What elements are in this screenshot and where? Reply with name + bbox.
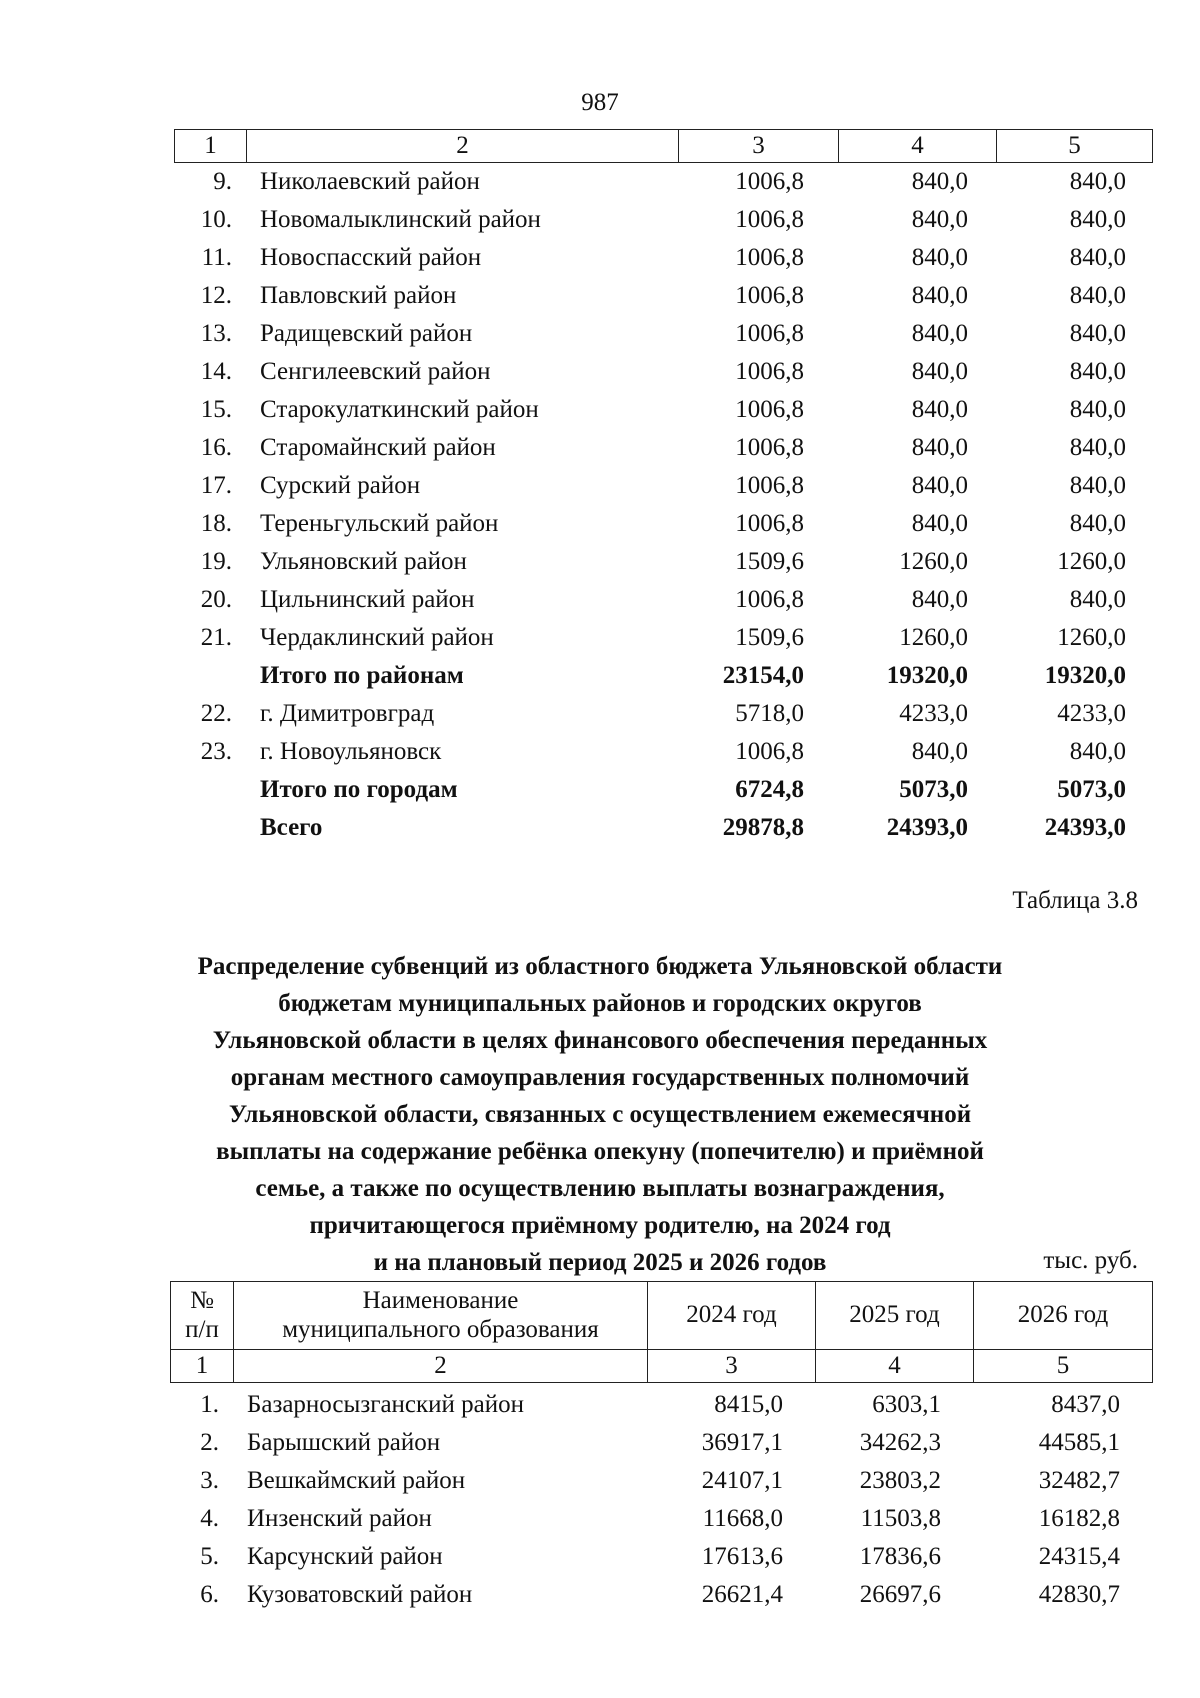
table1-row-value-col5: 840,0 [1069, 738, 1126, 765]
title-line: причитающегося приёмному родителю, на 2024 год [309, 1212, 891, 1239]
table2-body [170, 1386, 1152, 1614]
table1-row [174, 391, 1152, 429]
title-line: выплаты на содержание ребёнка опекуну (попечителю) и приёмной [216, 1138, 984, 1165]
table2-row-value-col4: 23803,2 [859, 1467, 941, 1494]
table-label: Таблица 3.8 [1012, 887, 1138, 914]
table2-row-value-col4: 6303,1 [872, 1391, 941, 1418]
table1-row-value-col5: 1260,0 [1057, 548, 1126, 575]
table1-row-number: 13. [200, 320, 232, 347]
table2-header-2025: 2025 год [816, 1282, 974, 1350]
table1-row [174, 771, 1152, 809]
table1-row-name: Сенгилеевский район [260, 358, 491, 385]
table1-row [174, 733, 1152, 771]
table1-row-name: Итого по городам [260, 776, 458, 803]
table1-row-name: Старокулаткинский район [260, 396, 539, 423]
table2-colnum-5: 5 [974, 1350, 1153, 1383]
table1-row-value-col3: 6724,8 [735, 776, 804, 803]
table1-row [174, 163, 1152, 201]
table1-row [174, 809, 1152, 847]
table1-row-value-col5: 24393,0 [1044, 814, 1126, 841]
table1-row-value-col4: 840,0 [911, 510, 968, 537]
table1-row-number: 19. [200, 548, 232, 575]
table2-row-value-col3: 11668,0 [702, 1505, 783, 1532]
table2-row-value-col4: 17836,6 [859, 1543, 941, 1570]
table1-row-number: 23. [200, 738, 232, 765]
table2-row [170, 1576, 1152, 1614]
table2-row-value-col5: 16182,8 [1038, 1505, 1120, 1532]
table2-row-value-col3: 24107,1 [701, 1467, 783, 1494]
table1-row-value-col3: 1006,8 [735, 396, 804, 423]
table1-row [174, 467, 1152, 505]
table1-header-col3: 3 [679, 130, 839, 163]
table1-row-value-col4: 1260,0 [899, 548, 968, 575]
table2-row-value-col3: 36917,1 [701, 1429, 783, 1456]
title-line: Ульяновской области в целях финансового обеспечения переданных [212, 1027, 988, 1054]
table2-row [170, 1386, 1152, 1424]
table1-row-name: Павловский район [260, 282, 457, 309]
table1-row-value-col4: 19320,0 [886, 662, 968, 689]
table1-row-value-col3: 1006,8 [735, 358, 804, 385]
table1-row-value-col4: 840,0 [911, 358, 968, 385]
table1-row-value-col3: 1006,8 [735, 586, 804, 613]
table2-header-2024: 2024 год [648, 1282, 816, 1350]
table1-row-value-col4: 840,0 [911, 586, 968, 613]
table1-header-col1: 1 [175, 130, 247, 163]
table1-row-value-col5: 19320,0 [1044, 662, 1126, 689]
table2-row [170, 1538, 1152, 1576]
table1-row-number: 12. [200, 282, 232, 309]
table1-row-value-col3: 29878,8 [722, 814, 804, 841]
title-line: Ульяновской области, связанных с осуществлением ежемесячной [228, 1101, 972, 1128]
table2-row-name: Карсунский район [247, 1543, 443, 1570]
table1-row-number: 14. [200, 358, 232, 385]
table2-row-value-col4: 11503,8 [860, 1505, 941, 1532]
table1-row-value-col5: 840,0 [1069, 320, 1126, 347]
table1-row-number: 17. [200, 472, 232, 499]
table2-row-value-col3: 26621,4 [701, 1581, 783, 1608]
table1-body [174, 163, 1152, 847]
table1-row-value-col3: 1006,8 [735, 282, 804, 309]
table1-row-name: Всего [260, 814, 323, 841]
table1-header-col2: 2 [247, 130, 679, 163]
title-line: и на плановый период 2025 и 2026 годов [373, 1249, 827, 1276]
table2-row-number: 5. [200, 1543, 219, 1570]
table1-row-value-col3: 1006,8 [735, 510, 804, 537]
table1-row [174, 657, 1152, 695]
table1-header-col5: 5 [997, 130, 1153, 163]
table1-row-value-col4: 1260,0 [899, 624, 968, 651]
title-line: органам местного самоуправления государственных полномочий [230, 1064, 970, 1091]
table2-row-value-col3: 8415,0 [714, 1391, 783, 1418]
table2-row-name: Инзенский район [247, 1505, 432, 1532]
table1-row-name: Новомалыклинский район [260, 206, 541, 233]
table1-row-value-col5: 840,0 [1069, 396, 1126, 423]
table1-row-number [174, 657, 246, 695]
table1-row-value-col5: 1260,0 [1057, 624, 1126, 651]
table2-row-value-col5: 32482,7 [1038, 1467, 1120, 1494]
table1-row-value-col4: 840,0 [911, 320, 968, 347]
table1-row-value-col5: 840,0 [1069, 510, 1126, 537]
table1-row [174, 201, 1152, 239]
table1-row-number [174, 771, 246, 809]
table1-row-value-col4: 840,0 [911, 434, 968, 461]
table1-row-value-col3: 1006,8 [735, 168, 804, 195]
table1-row [174, 277, 1152, 315]
table2-colnum-2: 2 [234, 1350, 648, 1383]
table1-row-value-col4: 5073,0 [899, 776, 968, 803]
table1-row-value-col4: 840,0 [911, 738, 968, 765]
table1-row-value-col4: 4233,0 [899, 700, 968, 727]
table2-row-value-col3: 17613,6 [701, 1543, 783, 1570]
table1-row-value-col3: 23154,0 [722, 662, 804, 689]
table-title [100, 948, 1100, 1281]
table2-row [170, 1424, 1152, 1462]
table2-row-value-col5: 42830,7 [1038, 1581, 1120, 1608]
table1-row-name: Николаевский район [260, 168, 480, 195]
name-header-line1: Наименование [362, 1286, 519, 1314]
units-label: тыс. руб. [1043, 1247, 1138, 1274]
table1-row-number: 22. [200, 700, 232, 727]
table2-row-value-col5: 44585,1 [1038, 1429, 1120, 1456]
table1-row-number: 21. [200, 624, 232, 651]
table1-row-value-col5: 840,0 [1069, 434, 1126, 461]
name-header-line2: муниципального образования [282, 1315, 599, 1343]
table2-header-2026: 2026 год [974, 1282, 1153, 1350]
table2-row-name: Кузоватовский район [247, 1581, 473, 1608]
title-line: семье, а также по осуществлению выплаты вознаграждения, [255, 1175, 945, 1202]
table1-row-value-col3: 1006,8 [735, 244, 804, 271]
table1-row-number: 20. [200, 586, 232, 613]
table1-row-value-col5: 840,0 [1069, 282, 1126, 309]
table1-row-value-col4: 840,0 [911, 206, 968, 233]
number-sign-label: № [190, 1286, 214, 1314]
table2-colnum-3: 3 [648, 1350, 816, 1383]
table2-row-value-col5: 24315,4 [1038, 1543, 1120, 1570]
table2-row-number: 3. [200, 1467, 219, 1494]
table2-row-number: 2. [200, 1429, 219, 1456]
table1-row-number: 18. [200, 510, 232, 537]
table1-row-value-col3: 1509,6 [735, 624, 804, 651]
table2-row-value-col4: 34262,3 [859, 1429, 941, 1456]
table1-row-value-col4: 840,0 [911, 472, 968, 499]
table1-row-value-col4: 840,0 [911, 168, 968, 195]
table2-row [170, 1500, 1152, 1538]
table2-header-number [171, 1282, 234, 1350]
table1-row [174, 353, 1152, 391]
table1-row-number: 9. [213, 168, 232, 195]
table1-row-value-col4: 24393,0 [886, 814, 968, 841]
table1-row-value-col4: 840,0 [911, 244, 968, 271]
table1-header [174, 129, 1153, 163]
table1-row-number: 16. [200, 434, 232, 461]
table2-row-number: 1. [200, 1391, 219, 1418]
table1-row-name: Новоспасский район [260, 244, 482, 271]
page-number: 987 [581, 89, 619, 116]
table2-colnum-4: 4 [816, 1350, 974, 1383]
pp-label: п/п [185, 1315, 219, 1343]
table1-row [174, 619, 1152, 657]
table1-row [174, 239, 1152, 277]
table2-colnum-1: 1 [171, 1350, 234, 1383]
table1-row-number: 11. [201, 244, 232, 271]
table2-row-name: Базарносызганский район [247, 1391, 525, 1418]
table1-row-value-col4: 840,0 [911, 282, 968, 309]
table1-row-value-col5: 4233,0 [1057, 700, 1126, 727]
table2-row-number: 4. [200, 1505, 219, 1532]
table1-row-value-col5: 840,0 [1069, 168, 1126, 195]
table1-row-number: 10. [200, 206, 232, 233]
table1-row-value-col3: 1006,8 [735, 472, 804, 499]
table1-row-number [174, 809, 246, 847]
table1-row-value-col3: 1006,8 [735, 320, 804, 347]
table1-row-name: Радищевский район [260, 320, 473, 347]
table1-row [174, 581, 1152, 619]
table1-row-value-col4: 840,0 [911, 396, 968, 423]
table1-header-col4: 4 [839, 130, 997, 163]
table1-row-name: Тереньгульский район [260, 510, 499, 537]
table2-header-name [234, 1282, 648, 1350]
table1-row-value-col5: 5073,0 [1057, 776, 1126, 803]
title-line: Распределение субвенций из областного бюджета Ульяновской области [197, 953, 1003, 980]
table1-row-value-col5: 840,0 [1069, 472, 1126, 499]
table1-row-number: 15. [200, 396, 232, 423]
table1-row [174, 695, 1152, 733]
table1-row-value-col5: 840,0 [1069, 206, 1126, 233]
table1-row-value-col5: 840,0 [1069, 358, 1126, 385]
table1-row-name: Итого по районам [260, 662, 464, 689]
table1-row-value-col3: 1006,8 [735, 434, 804, 461]
table2-row-value-col4: 26697,6 [859, 1581, 941, 1608]
table2-row [170, 1462, 1152, 1500]
table1-row-value-col3: 1006,8 [735, 206, 804, 233]
table2-row-number: 6. [200, 1581, 219, 1608]
table2-row-value-col5: 8437,0 [1051, 1391, 1120, 1418]
table1-row-value-col3: 5718,0 [735, 700, 804, 727]
table1-row-value-col5: 840,0 [1069, 586, 1126, 613]
table1-row-value-col5: 840,0 [1069, 244, 1126, 271]
table1-row [174, 429, 1152, 467]
table1-row-name: Чердаклинский район [260, 624, 494, 651]
table1-row-name: г. Димитровград [260, 700, 435, 727]
table1-row [174, 543, 1152, 581]
table1-row-name: г. Новоульяновск [260, 738, 442, 765]
table1-row-name: Цильнинский район [260, 586, 475, 613]
table2-header [170, 1281, 1153, 1383]
table1-row-name: Ульяновский район [260, 548, 467, 575]
table1-row-value-col3: 1006,8 [735, 738, 804, 765]
table2-row-name: Барышский район [247, 1429, 441, 1456]
table1-row-name: Сурский район [260, 472, 421, 499]
table1-row-value-col3: 1509,6 [735, 548, 804, 575]
table1-row [174, 505, 1152, 543]
table2-row-name: Вешкаймский район [247, 1467, 466, 1494]
table1-row-name: Старомайнский район [260, 434, 496, 461]
table1-row [174, 315, 1152, 353]
title-line: бюджетам муниципальных районов и городских округов [278, 990, 922, 1017]
